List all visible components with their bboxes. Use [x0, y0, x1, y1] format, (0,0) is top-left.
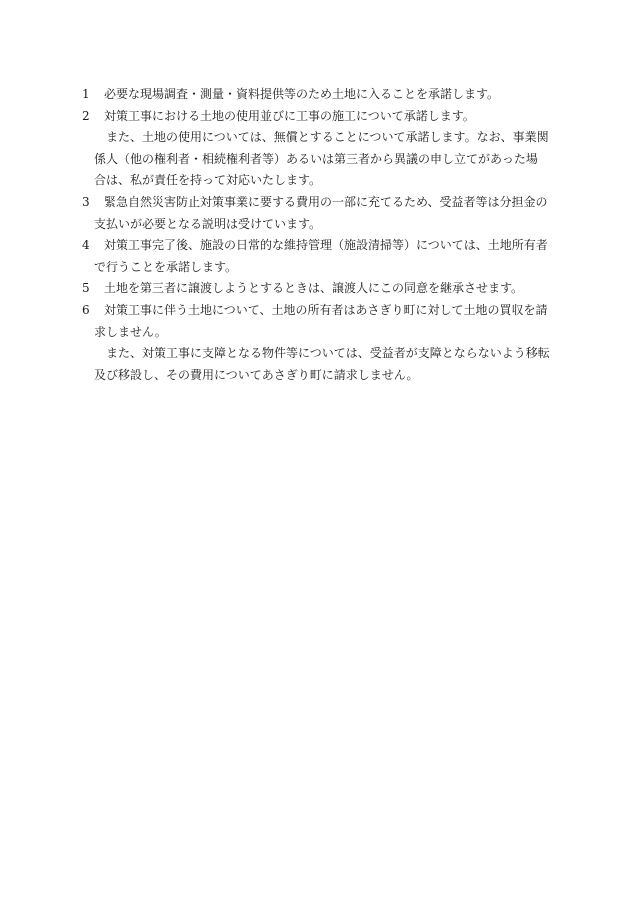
- item-number: 3: [82, 194, 90, 209]
- consent-item-4: [82, 235, 552, 257]
- item-number: 2: [82, 108, 90, 123]
- item-line: 必要な現場調査・測量・資料提供等のため土地に入ることを承諾します。: [104, 87, 500, 101]
- item-text: [104, 192, 552, 214]
- item-text: [104, 278, 552, 300]
- consent-item-3: [82, 192, 552, 214]
- item-text: [104, 235, 552, 257]
- consent-item-2: [82, 106, 552, 128]
- note-line: また、対策工事に支障となる物件等については、受益者が支障とならないよう移転: [106, 346, 550, 361]
- item-number: 4: [82, 238, 90, 253]
- item-number: 1: [82, 87, 90, 101]
- consent-item-6: [82, 300, 552, 322]
- item-continuation-line: 求しません。: [94, 324, 167, 339]
- item-2-note: [82, 127, 552, 192]
- item-6-note: [82, 343, 552, 386]
- item-number: 6: [82, 302, 90, 317]
- note-line: 係人（他の権利者・相続権利者等）あるいは第三者から異議の申し立てがあった場: [94, 151, 538, 166]
- item-line: 対策工事に伴う土地について、土地の所有者はあさぎり町に対して土地の買収を請: [104, 302, 548, 317]
- note-line: また、土地の使用については、無償とすることについて承諾します。なお、事業関: [106, 130, 549, 145]
- note-line: 合は、私が責任を持って対応いたします。: [94, 173, 322, 188]
- item-line: 対策工事における土地の使用並びに工事の施工について承諾します。: [104, 108, 475, 123]
- consent-item-1: [82, 84, 552, 106]
- item-number: 5: [82, 281, 90, 296]
- item-continuation-line: で行うことを承諾します。: [94, 259, 238, 274]
- consent-document: [82, 84, 552, 386]
- item-text: [104, 300, 552, 322]
- item-line: 対策工事完了後、施設の日常的な維持管理（施設清掃等）については、土地所有者: [104, 238, 548, 253]
- item-text: [104, 106, 552, 128]
- item-text: [104, 84, 552, 106]
- item-continuation-line: 支払いが必要となる説明は受けています。: [94, 216, 322, 231]
- item-line: 緊急自然災害防止対策事業に要する費用の一部に充てるため、受益者等は分担金の: [104, 194, 548, 209]
- note-line: 及び移設し、その費用についてあさぎり町に請求しません。: [94, 367, 419, 382]
- consent-item-5: [82, 278, 552, 300]
- item-line: 土地を第三者に譲渡しようとするときは、譲渡人にこの同意を継承させます。: [104, 281, 524, 296]
